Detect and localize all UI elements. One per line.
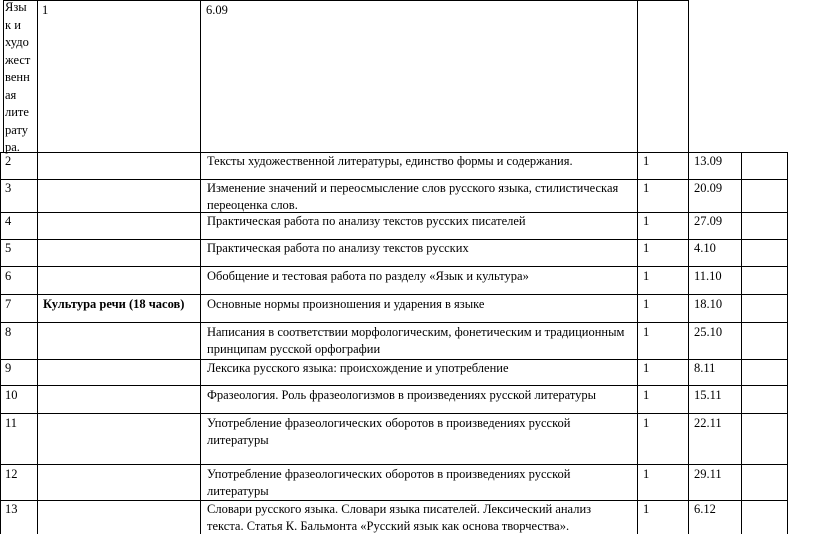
rule [200,0,201,153]
row-hours: 1 [643,214,650,228]
section-line: ая [5,87,17,102]
row-hours: 1 [643,154,650,168]
topic-text [207,360,509,377]
topic-line: Словари русского языка. Словари языка писателей. Лексический анализ [207,502,592,516]
row-number: 4 [5,214,12,228]
topic-line: Изменение значений и переосмысление слов русского языка, стилистическая [207,181,619,195]
row-date: 11.10 [694,269,722,283]
rule [0,385,788,386]
row-number: 7 [5,297,12,311]
section-line: венн [5,70,30,84]
row-date: 25.10 [694,325,723,339]
row-hours: 1 [643,241,650,255]
row-number: 11 [5,416,18,430]
row-number: 6 [5,269,12,283]
topic-text [207,180,618,214]
rule [200,152,201,534]
rule [787,152,788,534]
row-hours: 1 [643,297,650,311]
rule [0,266,788,267]
row-date: 13.09 [694,154,723,168]
section-title: Культура речи (18 часов) [43,297,185,311]
rule [37,0,38,153]
row-hours: 1 [643,502,650,516]
row-hours: 1 [643,467,650,481]
topic-line: Употребление фразеологических оборотов в произведениях русской [207,416,571,430]
row-date: 8.11 [694,361,716,375]
section-line: худо [5,35,29,49]
topic-line: литературы [207,433,269,447]
rule [688,0,689,153]
topic-line: Лексика русского языка: происхождение и употребление [207,361,509,375]
row-number: 13 [5,502,18,516]
row-date: 6.12 [694,502,716,516]
row-date: 6.09 [206,3,228,17]
rule [0,464,788,465]
topic-text [207,324,624,358]
row-number: 8 [5,325,12,339]
section-line: рату [5,122,29,137]
topic-line: Основные нормы произношения и ударения в языке [207,297,485,311]
row-number: 5 [5,241,12,255]
rule [3,0,4,153]
topic-line: Тексты художественной литературы, единство формы и содержания. [207,154,573,168]
row-date: 4.10 [694,241,716,255]
rule [3,0,689,1]
row-date: 29.11 [694,467,722,481]
topic-line: текста. Статья К. Бальмонта «Русский язык как основа творчества». [207,519,570,533]
topic-text [207,213,526,230]
topic-text [207,153,573,170]
topic-text [207,240,469,257]
row-number: 2 [5,154,12,168]
topic-text [207,415,570,449]
rule [637,152,638,534]
topic-line: Практическая работа по анализу текстов русских [207,241,469,255]
topic-text [207,501,591,535]
row-hours: 1 [643,361,650,375]
row-number: 3 [5,181,12,195]
topic-text [207,268,529,285]
topic-text [207,387,596,404]
row-number: 12 [5,467,18,481]
row-hours: 1 [643,269,650,283]
row-date: 22.11 [694,416,722,430]
section-line: жест [5,52,31,67]
topic-line: Фразеология. Роль фразеологизмов в произведениях русской литературы [207,388,597,402]
row-number: 1 [42,3,49,17]
section-line: ра. [5,140,20,154]
row-date: 15.11 [694,388,722,402]
rule [741,152,742,534]
row-date: 20.09 [694,181,723,195]
rule [0,413,788,414]
topic-text [207,296,484,313]
topic-line: Практическая работа по анализу текстов русских писателей [207,214,526,228]
topic-line: Употребление фразеологических оборотов в произведениях русской [207,467,571,481]
topic-line: литературы [207,484,269,498]
topic-line: Обобщение и тестовая работа по разделу «Язык и культура» [207,269,529,283]
section-line: к и [5,17,21,32]
row-hours: 1 [643,388,650,402]
row-date: 18.10 [694,297,723,311]
row-hours: 1 [643,181,650,195]
topic-text [207,466,570,500]
row-hours: 1 [643,416,650,430]
topic-line: Написания в соответствии морфологическим, фонетическим и традиционным [207,325,625,339]
row-hours: 1 [643,325,650,339]
row-number: 10 [5,388,18,402]
section-cell [5,0,30,157]
rule [37,152,38,534]
row-number: 9 [5,361,12,375]
section-line: лите [5,105,29,119]
rule [0,294,788,295]
row-date: 27.09 [694,214,723,228]
rule [0,322,788,323]
rule [637,0,638,153]
section-line: Язы [5,0,27,14]
rule [688,152,689,534]
topic-line: переоценка слов. [207,198,298,212]
rule [0,152,1,534]
topic-line: принципам русской орфографии [207,342,381,356]
